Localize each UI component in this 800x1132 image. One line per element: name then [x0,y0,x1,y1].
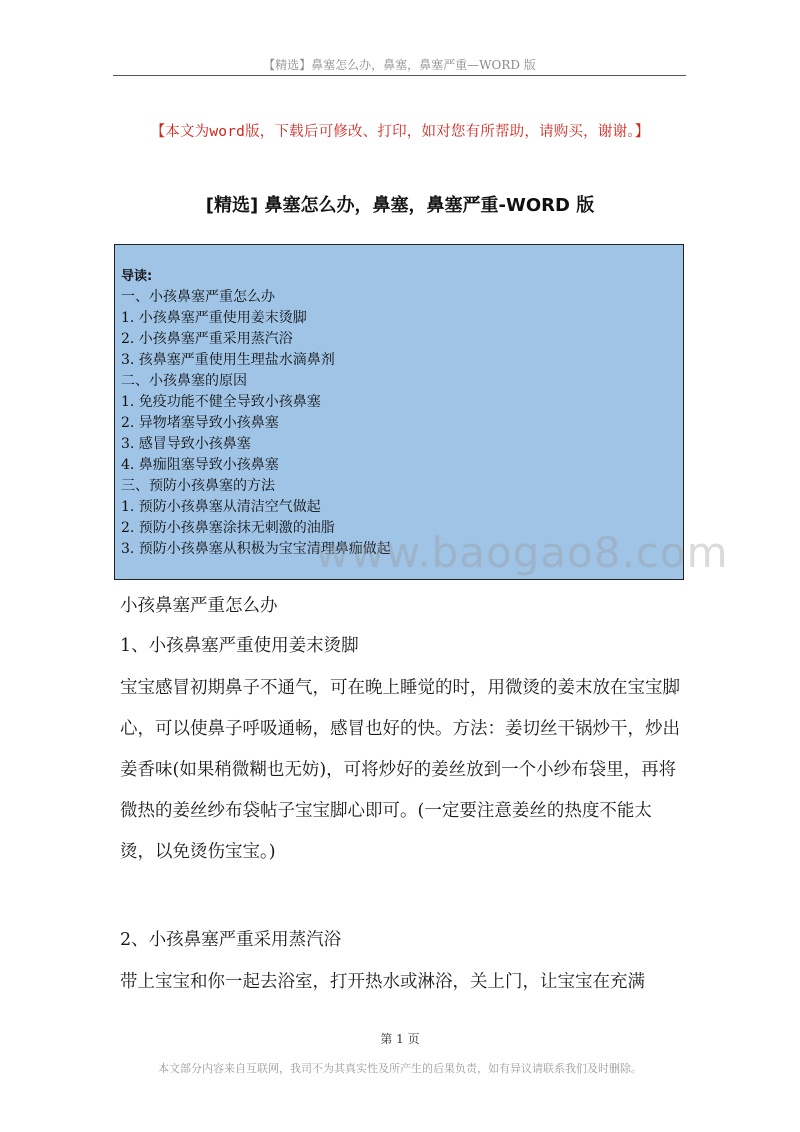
section-2-body: 带上宝宝和你一起去浴室，打开热水或淋浴，关上门，让宝宝在充满 [120,972,645,992]
guide-item: 2. 异物堵塞导致小孩鼻塞 [121,415,279,431]
guide-item: 3. 孩鼻塞严重使用生理盐水滴鼻剂 [121,352,335,368]
header-divider [113,75,686,76]
download-notice: 【本文为word版，下载后可修改、打印，如对您有所帮助，请购买，谢谢。】 [150,124,650,140]
guide-item: 三、预防小孩鼻塞的方法 [121,478,275,494]
page-header: 【精选】鼻塞怎么办，鼻塞，鼻塞严重—WORD 版 [263,58,536,72]
guide-item: 二、小孩鼻塞的原因 [121,373,247,389]
guide-list [121,267,677,560]
section-1-title: 1、小孩鼻塞严重使用姜末烫脚 [120,636,359,656]
guide-item: 1. 小孩鼻塞严重使用姜末烫脚 [121,310,307,326]
guide-item: 2. 预防小孩鼻塞涂抹无刺激的油脂 [121,520,335,536]
watermark: www.baogao8.com [315,528,729,577]
document-title: [精选] 鼻塞怎么办，鼻塞，鼻塞严重-WORD 版 [205,195,595,216]
page-footer: 本文部分内容来自互联网，我司不为其真实性及所产生的后果负责，如有异议请联系我们及时删除。 [158,1062,642,1075]
guide-item: 3. 感冒导致小孩鼻塞 [121,436,251,452]
section-2-title: 2、小孩鼻塞严重采用蒸汽浴 [120,930,342,950]
guide-label: 导读: [121,269,153,284]
guide-item: 一、小孩鼻塞严重怎么办 [121,289,275,305]
content-heading: 小孩鼻塞严重怎么办 [120,596,278,616]
guide-item: 3. 预防小孩鼻塞从积极为宝宝清理鼻痂做起 [121,541,391,557]
guide-item: 1. 预防小孩鼻塞从清洁空气做起 [121,499,321,515]
guide-item: 1. 免疫功能不健全导致小孩鼻塞 [121,394,321,410]
guide-item: 4. 鼻痂阻塞导致小孩鼻塞 [121,457,279,473]
guide-box [114,244,684,580]
page-number: 第 1 页 [380,1032,420,1046]
guide-item: 2. 小孩鼻塞严重采用蒸汽浴 [121,331,293,347]
section-1-body: 宝宝感冒初期鼻子不通气，可在晚上睡觉的时，用微烫的姜末放在宝宝脚心，可以使鼻子呼吸通畅，感冒也好的快。方法：姜切丝干锅炒干，炒出姜香味(如果稍微糊也无妨)，可将炒好的姜丝放到一个小纱布袋里，再将微热的姜丝纱布袋帖子宝宝脚心即可。(一定要注意姜丝的热度不能太烫，以免烫伤宝宝。) [120,678,680,862]
